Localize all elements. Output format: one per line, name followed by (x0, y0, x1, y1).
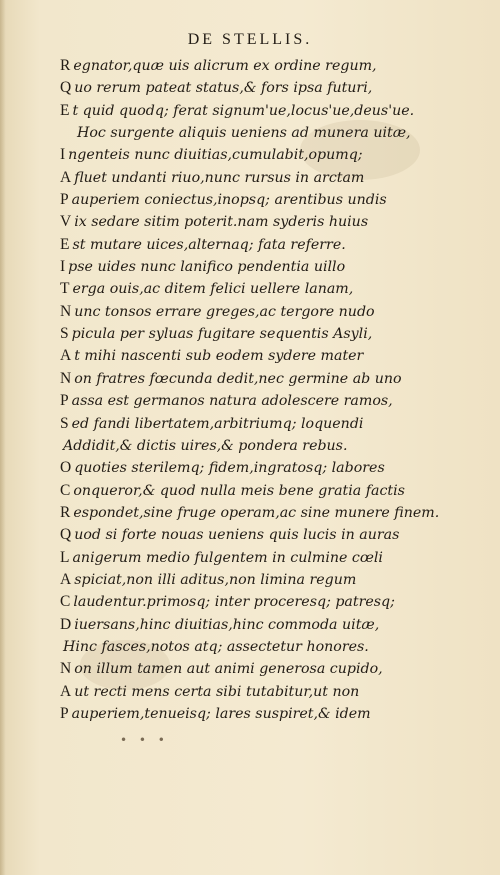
verse-text: st mutare uices,alternaq; fata referre. (72, 236, 346, 253)
verse-text: quoties sterilemq; fidem,ingratosq; labores (74, 460, 385, 477)
verse-line (60, 122, 480, 144)
verse-initial: A (60, 682, 72, 700)
verse-line (60, 614, 480, 636)
verse-line (60, 703, 480, 725)
verse-initial: I (60, 146, 66, 164)
verse-initial: R (60, 503, 71, 521)
verse-line (60, 591, 480, 613)
verse-line (60, 636, 480, 658)
verse-line (60, 167, 480, 189)
verse-initial: N (60, 302, 72, 320)
verse-text: ix sedare sitim poterit.nam syderis huius (74, 214, 369, 231)
verse-text: picula per syluas fugitare sequentis Asyli, (71, 326, 373, 343)
verse-text: Hinc fasces,notos atq; assectetur honores. (63, 638, 369, 655)
verse-initial: I (60, 258, 66, 276)
verse-initial: T (60, 280, 70, 298)
verse-initial: P (60, 191, 69, 209)
verse-text: auperiem,tenueisq; lares suspiret,& idem (71, 705, 371, 722)
verse-line (60, 413, 480, 435)
verse-line (60, 480, 480, 502)
verse-line (60, 502, 480, 524)
verse-initial: Q (60, 79, 72, 97)
verse-text: fluet undanti riuo,nunc rursus in arctam (74, 169, 365, 186)
verse-text: t mihi nascenti sub eodem sydere mater (74, 348, 364, 365)
verse-block (60, 55, 480, 725)
verse-text: Hoc surgente aliquis ueniens ad munera uitæ, (77, 125, 411, 142)
verse-initial: C (60, 593, 71, 611)
verse-text: auperiem coniectus,inopsq; arentibus undis (71, 192, 387, 209)
verse-text: ngenteis nunc diuitias,cumulabit,opumq; (68, 147, 363, 164)
verse-line (60, 368, 480, 390)
verse-text: pse uides nunc lanifico pendentia uillo (68, 259, 346, 276)
verse-text: egnator,quæ uis alicrum ex ordine regum, (73, 58, 377, 74)
verse-initial: P (60, 704, 69, 722)
verse-line (60, 100, 480, 122)
verse-initial: Q (60, 526, 72, 544)
verse-initial: A (60, 168, 72, 186)
verse-line (60, 658, 480, 680)
verse-initial: R (60, 57, 71, 74)
verse-text: iuersans,hinc diuitias,hinc commoda uitæ, (74, 616, 380, 633)
verse-initial: N (60, 660, 72, 678)
verse-initial: P (60, 392, 69, 410)
verse-text: ed fandi libertatem,arbitriumq; loquendi (71, 415, 364, 432)
verse-text: on fratres fœcunda dedit,nec germine ab uno (74, 370, 402, 387)
verse-initial: E (60, 101, 70, 119)
verse-text: laudentur.primosq; inter proceresq; patresq; (73, 594, 395, 611)
verse-text: uod si forte nouas ueniens quis lucis in auras (74, 527, 400, 544)
verse-line (60, 345, 480, 367)
verse-line (60, 524, 480, 546)
verse-text: espondet,sine fruge operam,ac sine munere finem. (73, 504, 440, 521)
verse-initial: A (60, 347, 72, 365)
verse-initial: A (60, 570, 72, 588)
verse-line (60, 189, 480, 211)
verse-initial: E (60, 235, 70, 253)
verse-line (60, 55, 480, 77)
verse-line (60, 457, 480, 479)
verse-line (60, 234, 480, 256)
verse-line (60, 323, 480, 345)
verse-initial: S (60, 325, 69, 343)
verse-line (60, 435, 480, 457)
verse-text: unc tonsos errare greges,ac tergore nudo (74, 303, 375, 320)
verse-line (60, 278, 480, 300)
verse-line (60, 211, 480, 233)
verse-initial: V (60, 213, 72, 231)
verse-line (60, 547, 480, 569)
verse-line (60, 681, 480, 703)
verse-text: t quid quodq; ferat signum'ue,locus'ue,deus'ue. (72, 102, 415, 119)
verse-line (60, 569, 480, 591)
verse-initial: N (60, 369, 72, 387)
page-ornament: • • • (120, 733, 169, 747)
verse-text: assa est germanos natura adolescere ramos, (71, 393, 393, 410)
verse-line (60, 301, 480, 323)
verse-initial: C (60, 481, 71, 499)
verse-initial: S (60, 414, 69, 432)
verse-text: on illum tamen aut animi generosa cupido, (74, 661, 383, 678)
page-gutter-edge (0, 0, 6, 875)
verse-line (60, 390, 480, 412)
verse-text: uo rerum pateat status,& fors ipsa futuri, (74, 80, 373, 97)
verse-text: Addidit,& dictis uires,& pondera rebus. (63, 437, 348, 454)
verse-line (60, 256, 480, 278)
verse-initial: L (60, 548, 70, 566)
verse-text: ut recti mens certa sibi tutabitur,ut non (74, 683, 360, 700)
verse-initial: O (60, 459, 72, 477)
verse-text: onqueror,& quod nulla meis bene gratia factis (73, 482, 405, 499)
verse-line (60, 144, 480, 166)
verse-initial: D (60, 615, 72, 633)
running-title: DE STELLIS. (187, 31, 313, 48)
verse-text: anigerum medio fulgentem in culmine cœli (72, 549, 383, 566)
verse-text: spiciat,non illi aditus,non limina regum (74, 571, 357, 588)
verse-line (60, 77, 480, 99)
verse-text: erga ouis,ac ditem felici uellere lanam, (72, 281, 354, 298)
